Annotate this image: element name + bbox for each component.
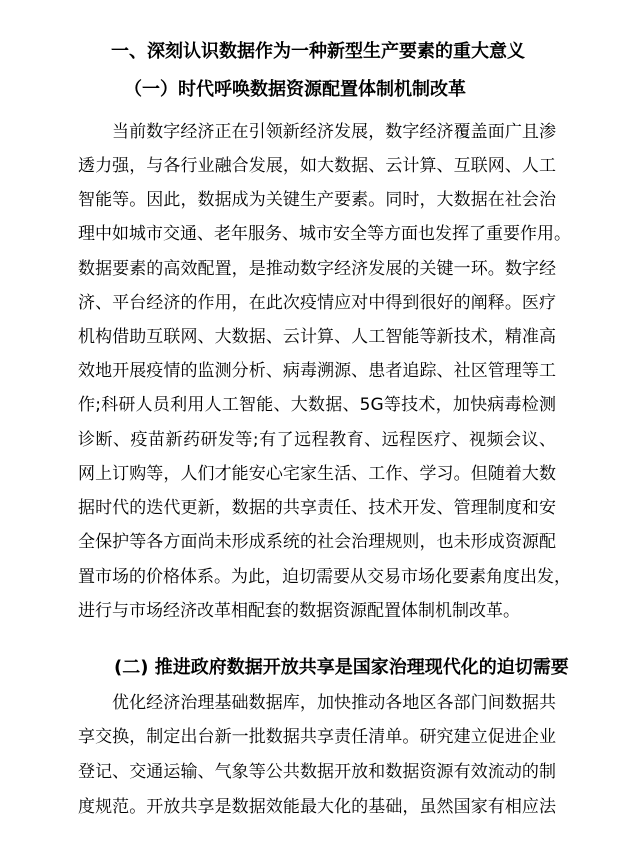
paragraph-line: 网上订购等，人们才能安心宅家生活、工作、学习。但随着大数 [78, 464, 556, 484]
subsection-title-2: (二) 推进政府数据开放共享是国家治理现代化的迫切需要 [114, 657, 569, 678]
paragraph-line: 优化经济治理基础数据库，加快推动各地区各部门间数据共 [112, 693, 556, 713]
paragraph-line: 据时代的迭代更新，数据的共享责任、技术开发、管理制度和安 [78, 498, 556, 518]
paragraph-line: 全保护等各方面尚未形成系统的社会治理规则，也未形成资源配 [78, 532, 556, 552]
paragraph-line: 享交换，制定出台新一批数据共享责任清单。研究建立促进企业 [78, 727, 556, 747]
paragraph-line: 当前数字经济正在引领新经济发展，数字经济覆盖面广且渗 [112, 122, 556, 142]
paragraph-line: 机构借助互联网、大数据、云计算、人工智能等新技术，精准高 [78, 327, 556, 347]
paragraph-line: 理中如城市交通、老年服务、城市安全等方面也发挥了重要作用。 [78, 224, 571, 244]
paragraph-line: 置市场的价格体系。为此，迫切需要从交易市场化要素角度出发， [78, 567, 571, 587]
subsection-title-1: （一）时代呼唤数据资源配置体制机制改革 [124, 79, 466, 100]
paragraph-line: 诊断、疫苗新药研发等;有了远程教育、远程医疗、视频会议、 [78, 430, 556, 450]
paragraph-line: 济、平台经济的作用，在此次疫情应对中得到很好的阐释。医疗 [78, 293, 556, 313]
paragraph-line: 度规范。开放共享是数据效能最大化的基础，虽然国家有相应法 [78, 797, 556, 817]
section-title: 一、深刻认识数据作为一种新型生产要素的重大意义 [111, 41, 525, 62]
paragraph-line: 登记、交通运输、气象等公共数据开放和数据资源有效流动的制 [78, 762, 556, 782]
paragraph-line: 效地开展疫情的监测分析、病毒溯源、患者追踪、社区管理等工 [78, 361, 556, 381]
paragraph-line: 透力强，与各行业融合发展，如大数据、云计算、互联网、人工 [78, 156, 556, 176]
paragraph-line: 进行与市场经济改革相配套的数据资源配置体制机制改革。 [78, 601, 520, 621]
paragraph-line: 智能等。因此，数据成为关键生产要素。同时，大数据在社会治 [78, 190, 556, 210]
paragraph-line: 数据要素的高效配置，是推动数字经济发展的关键一环。数字经 [78, 259, 556, 279]
paragraph-line: 作;科研人员利用人工智能、大数据、5G等技术，加快病毒检测 [78, 395, 556, 415]
